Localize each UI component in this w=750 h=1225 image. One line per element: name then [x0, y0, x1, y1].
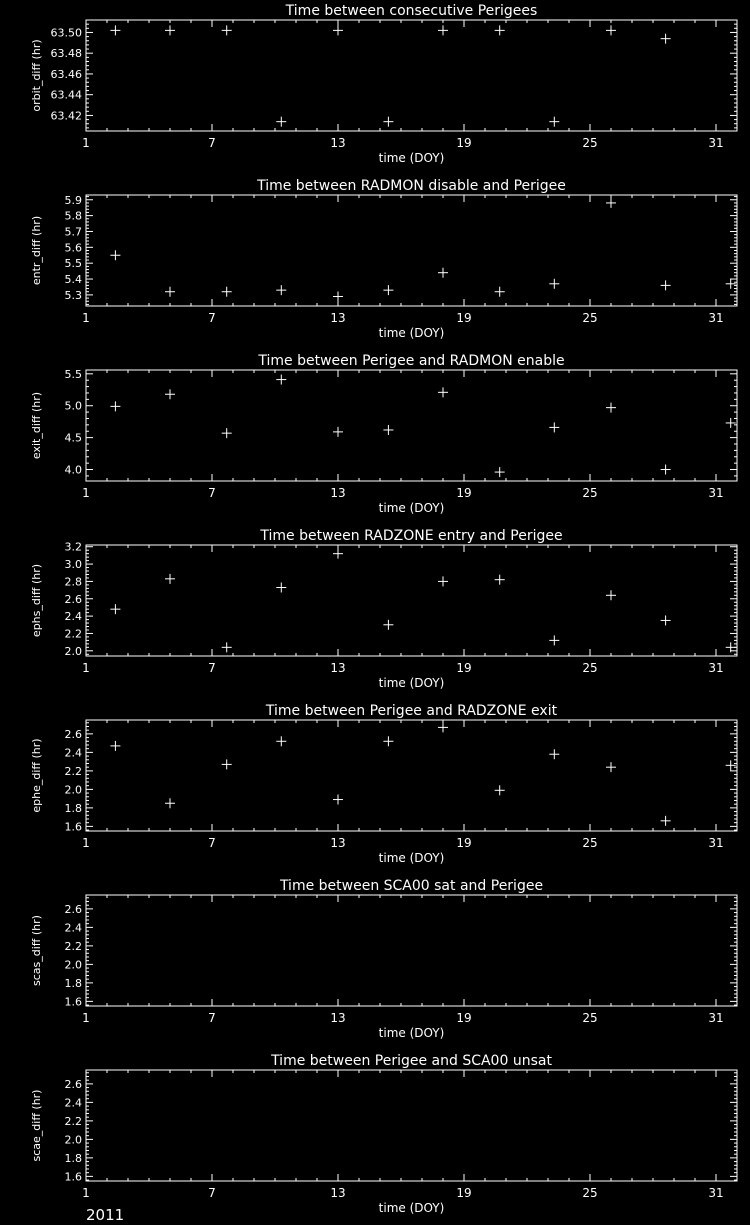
- data-point: [383, 736, 393, 746]
- data-point: [383, 285, 393, 295]
- data-point: [222, 642, 232, 652]
- data-point: [438, 268, 448, 278]
- x-tick-label: 13: [330, 1011, 346, 1025]
- x-tick-label: 7: [208, 836, 216, 850]
- data-point: [276, 736, 286, 746]
- y-tick-label: 63.44: [50, 88, 82, 102]
- footer-year: 2011: [86, 1206, 125, 1224]
- data-point: [276, 117, 286, 127]
- y-tick-label: 63.50: [50, 26, 82, 40]
- chart-title: Time between RADMON disable and Perigee: [257, 178, 566, 194]
- y-tick-label: 2.0: [64, 958, 82, 972]
- data-point: [661, 34, 671, 44]
- x-tick-label: 1: [82, 1186, 90, 1200]
- x-tick-label: 25: [582, 1011, 598, 1025]
- x-axis-label: time (DOY): [378, 851, 445, 865]
- y-axis-label: orbit_diff (hr): [30, 39, 43, 112]
- data-point: [222, 287, 232, 297]
- y-tick-label: 2.6: [64, 592, 82, 606]
- chart-title: Time between consecutive Perigees: [285, 3, 538, 19]
- data-point: [661, 280, 671, 290]
- data-point: [495, 287, 505, 297]
- data-point: [276, 582, 286, 592]
- data-point: [438, 576, 448, 586]
- x-tick-label: 1: [82, 1011, 90, 1025]
- data-point: [110, 604, 120, 614]
- x-tick-label: 1: [82, 486, 90, 500]
- x-tick-label: 25: [582, 661, 598, 675]
- plot-frame: [86, 545, 737, 656]
- y-tick-label: 2.2: [64, 764, 82, 778]
- data-point: [438, 25, 448, 35]
- plot-frame: [86, 195, 737, 306]
- y-tick-label: 2.4: [64, 921, 82, 935]
- y-tick-label: 1.8: [64, 801, 82, 815]
- x-tick-label: 19: [456, 311, 472, 325]
- plot-frame: [86, 370, 737, 481]
- y-tick-label: 2.2: [64, 939, 82, 953]
- x-tick-label: 13: [330, 1186, 346, 1200]
- data-point: [333, 549, 343, 559]
- x-tick-label: 13: [330, 836, 346, 850]
- y-tick-label: 2.4: [64, 610, 82, 624]
- x-tick-label: 1: [82, 836, 90, 850]
- y-tick-label: 5.5: [64, 367, 82, 381]
- x-tick-label: 25: [582, 311, 598, 325]
- data-point: [606, 198, 616, 208]
- y-tick-label: 63.48: [50, 47, 82, 61]
- data-point: [726, 760, 736, 770]
- y-tick-label: 63.46: [50, 67, 82, 81]
- y-axis-label: scae_diff (hr): [30, 1089, 43, 1162]
- data-point: [606, 403, 616, 413]
- y-tick-label: 2.6: [64, 902, 82, 916]
- x-tick-label: 25: [582, 136, 598, 150]
- data-point: [165, 389, 175, 399]
- data-point: [110, 25, 120, 35]
- y-tick-label: 5.6: [64, 241, 82, 255]
- data-point: [549, 117, 559, 127]
- chart-3: [30, 353, 737, 515]
- x-axis-label: time (DOY): [378, 501, 445, 515]
- data-point: [549, 749, 559, 759]
- data-point: [549, 635, 559, 645]
- x-tick-label: 7: [208, 1186, 216, 1200]
- chart-2: [30, 178, 737, 340]
- y-tick-label: 5.5: [64, 257, 82, 271]
- y-tick-label: 2.4: [64, 746, 82, 760]
- y-tick-label: 2.2: [64, 1114, 82, 1128]
- x-tick-label: 19: [456, 661, 472, 675]
- x-tick-label: 7: [208, 136, 216, 150]
- y-tick-label: 5.4: [64, 273, 82, 287]
- data-point: [495, 25, 505, 35]
- x-tick-label: 7: [208, 311, 216, 325]
- data-point: [495, 575, 505, 585]
- data-point: [276, 285, 286, 295]
- data-point: [661, 615, 671, 625]
- data-point: [222, 428, 232, 438]
- chart-title: Time between RADZONE entry and Perigee: [260, 528, 563, 544]
- y-tick-label: 5.3: [64, 288, 82, 302]
- x-tick-label: 13: [330, 486, 346, 500]
- x-tick-label: 31: [708, 486, 724, 500]
- data-point: [661, 816, 671, 826]
- data-point: [110, 250, 120, 260]
- x-tick-label: 19: [456, 486, 472, 500]
- data-point: [495, 467, 505, 477]
- x-tick-label: 1: [82, 136, 90, 150]
- x-tick-label: 1: [82, 311, 90, 325]
- y-tick-label: 2.2: [64, 627, 82, 641]
- x-tick-label: 25: [582, 1186, 598, 1200]
- x-tick-label: 13: [330, 661, 346, 675]
- plot-frame: [86, 20, 737, 131]
- x-tick-label: 7: [208, 486, 216, 500]
- x-tick-label: 19: [456, 136, 472, 150]
- y-tick-label: 5.9: [64, 193, 82, 207]
- data-point: [383, 620, 393, 630]
- x-tick-label: 7: [208, 1011, 216, 1025]
- y-tick-label: 4.0: [64, 463, 82, 477]
- y-tick-label: 5.0: [64, 399, 82, 413]
- data-point: [276, 375, 286, 385]
- y-tick-label: 4.5: [64, 431, 82, 445]
- plot-frame: [86, 1070, 737, 1181]
- y-tick-label: 5.8: [64, 209, 82, 223]
- data-point: [438, 722, 448, 732]
- data-point: [333, 291, 343, 301]
- y-tick-label: 2.0: [64, 1133, 82, 1147]
- x-tick-label: 13: [330, 136, 346, 150]
- x-tick-label: 31: [708, 311, 724, 325]
- data-point: [165, 574, 175, 584]
- y-axis-label: ephe_diff (hr): [30, 738, 43, 813]
- x-axis-label: time (DOY): [378, 151, 445, 165]
- x-tick-label: 19: [456, 1011, 472, 1025]
- data-point: [549, 279, 559, 289]
- chart-6: [30, 878, 737, 1040]
- data-point: [222, 759, 232, 769]
- y-tick-label: 2.0: [64, 644, 82, 658]
- data-point: [333, 25, 343, 35]
- chart-4: [30, 528, 737, 690]
- data-point: [333, 795, 343, 805]
- y-tick-label: 2.6: [64, 727, 82, 741]
- x-tick-label: 13: [330, 311, 346, 325]
- y-tick-label: 1.6: [64, 1170, 82, 1184]
- x-tick-label: 31: [708, 136, 724, 150]
- y-tick-label: 2.0: [64, 783, 82, 797]
- data-point: [383, 117, 393, 127]
- data-point: [110, 741, 120, 751]
- x-axis-label: time (DOY): [378, 1026, 445, 1040]
- x-tick-label: 25: [582, 836, 598, 850]
- y-tick-label: 2.8: [64, 575, 82, 589]
- x-tick-label: 31: [708, 1011, 724, 1025]
- data-point: [606, 590, 616, 600]
- y-tick-label: 1.8: [64, 1151, 82, 1165]
- y-tick-label: 2.4: [64, 1096, 82, 1110]
- y-tick-label: 3.2: [64, 540, 82, 554]
- data-point: [726, 279, 736, 289]
- y-tick-label: 3.0: [64, 558, 82, 572]
- x-axis-label: time (DOY): [378, 1201, 445, 1215]
- x-tick-label: 19: [456, 1186, 472, 1200]
- data-point: [383, 425, 393, 435]
- x-tick-label: 25: [582, 486, 598, 500]
- chart-title: Time between Perigee and RADZONE exit: [265, 703, 558, 719]
- data-point: [333, 427, 343, 437]
- data-point: [661, 465, 671, 475]
- data-point: [606, 25, 616, 35]
- x-tick-label: 7: [208, 661, 216, 675]
- chart-title: Time between Perigee and RADMON enable: [258, 353, 565, 369]
- y-tick-label: 1.8: [64, 976, 82, 990]
- x-tick-label: 31: [708, 1186, 724, 1200]
- data-point: [438, 387, 448, 397]
- y-tick-label: 5.7: [64, 225, 82, 239]
- y-tick-label: 63.42: [50, 109, 82, 123]
- x-tick-label: 31: [708, 836, 724, 850]
- x-tick-label: 1: [82, 661, 90, 675]
- chart-7: [30, 1053, 737, 1215]
- x-axis-label: time (DOY): [378, 326, 445, 340]
- x-tick-label: 19: [456, 836, 472, 850]
- x-axis-label: time (DOY): [378, 676, 445, 690]
- data-point: [110, 401, 120, 411]
- data-point: [165, 25, 175, 35]
- plot-frame: [86, 895, 737, 1006]
- data-point: [606, 762, 616, 772]
- data-point: [222, 25, 232, 35]
- data-point: [165, 798, 175, 808]
- y-axis-label: exit_diff (hr): [30, 391, 43, 460]
- chart-5: [30, 703, 737, 865]
- y-tick-label: 2.6: [64, 1077, 82, 1091]
- data-point: [495, 785, 505, 795]
- chart-1: [30, 3, 737, 165]
- y-axis-label: entr_diff (hr): [30, 215, 43, 286]
- chart-title: Time between SCA00 sat and Perigee: [279, 878, 544, 894]
- data-point: [549, 422, 559, 432]
- y-tick-label: 1.6: [64, 995, 82, 1009]
- data-point: [726, 418, 736, 428]
- y-tick-label: 1.6: [64, 820, 82, 834]
- data-point: [165, 287, 175, 297]
- plot-frame: [86, 720, 737, 831]
- y-axis-label: scas_diff (hr): [30, 915, 43, 986]
- chart-title: Time between Perigee and SCA00 unsat: [271, 1053, 552, 1069]
- y-axis-label: ephs_diff (hr): [30, 563, 43, 638]
- x-tick-label: 31: [708, 661, 724, 675]
